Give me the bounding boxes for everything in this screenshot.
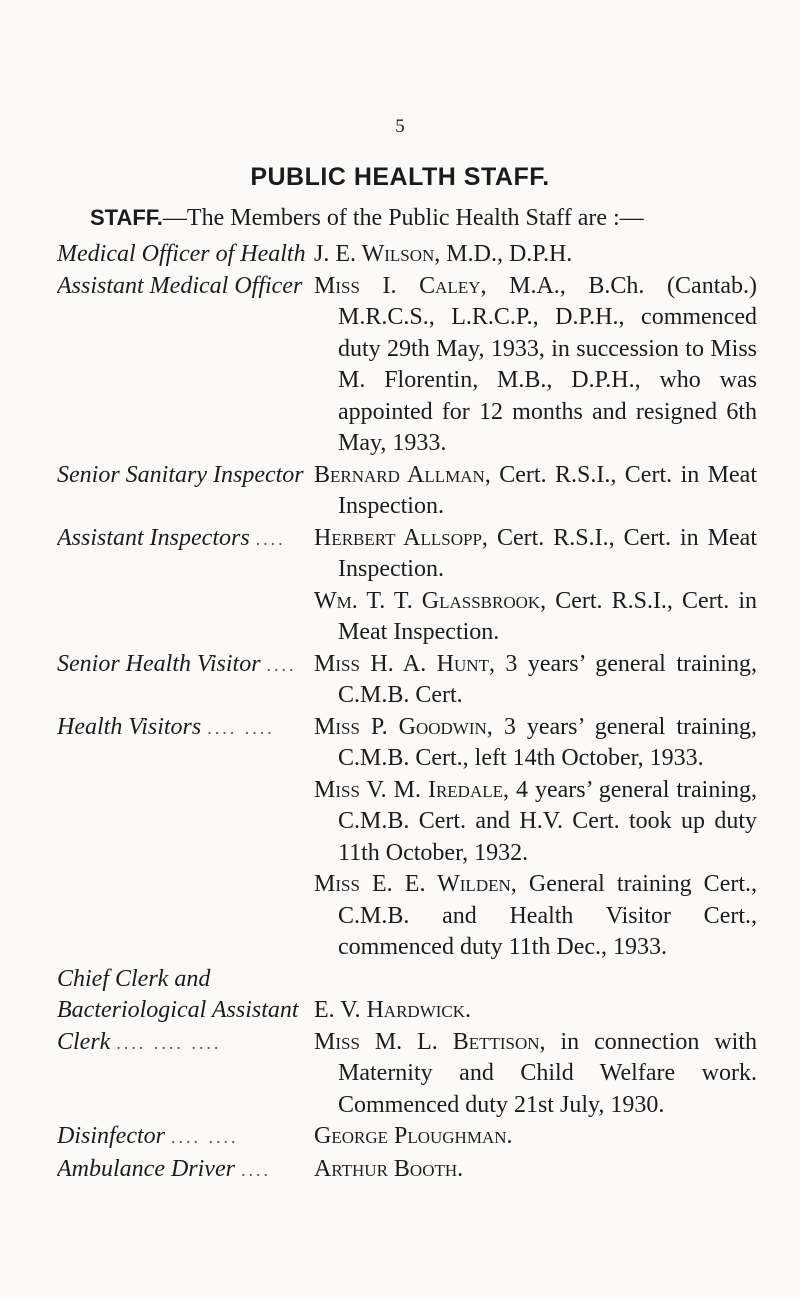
leader-dots: .... .... .... — [116, 1032, 222, 1053]
staff-qualifications: M.A., B.Ch. (Cantab.) M.R.C.S., L.R.C.P., D.P.H., commenced duty 29th May, 1933, in succession to Miss M. Florentin, M.B., D.P.H., who was appointed for 12 months and resigned 6th May, 1933. — [338, 272, 758, 456]
staff-name: E. V. Hardwick. — [314, 997, 472, 1023]
staff-name: George Ploughman. — [314, 1123, 513, 1149]
staff-qualifications: Cert. R.S.I., Cert. in Meat Inspection. — [338, 524, 757, 582]
staff-entry — [314, 1121, 757, 1153]
staff-role-line — [57, 1121, 314, 1154]
staff-entry — [314, 964, 757, 996]
staff-entry — [314, 523, 757, 586]
staff-details — [314, 523, 757, 649]
staff-role-line — [57, 1154, 314, 1187]
staff-role — [57, 1027, 314, 1060]
staff-details — [314, 1154, 757, 1186]
staff-qualifications: Cert. R.S.I., Cert. in Meat Inspection. — [338, 587, 757, 645]
staff-role-text: Ambulance Driver — [57, 1155, 235, 1182]
leader-dots: .... .... — [207, 717, 275, 738]
staff-role — [57, 523, 314, 556]
staff-entry — [314, 1027, 757, 1122]
staff-role — [57, 649, 314, 682]
staff-role — [57, 239, 314, 271]
staff-name: Miss P. Goodwin, — [314, 713, 493, 740]
staff-name: Bernard Allman, — [314, 461, 491, 488]
staff-details — [314, 239, 757, 271]
staff-row — [57, 1027, 757, 1122]
staff-role-line — [57, 964, 314, 996]
page-number: 5 — [395, 116, 405, 137]
staff-role-text: Clerk — [57, 1028, 111, 1055]
staff-role-text: Senior Sanitary Inspector — [57, 461, 304, 488]
staff-role-text: Senior Health Visitor — [57, 650, 261, 677]
leader-dots: .... — [266, 654, 297, 675]
staff-details — [314, 460, 757, 523]
staff-name: Miss M. L. Bettison, — [314, 1028, 546, 1055]
staff-row — [57, 239, 757, 271]
staff-entry — [314, 239, 757, 271]
staff-name: Wm. T. T. Glassbrook, — [314, 587, 547, 614]
staff-name: J. E. Wilson, — [314, 241, 441, 267]
intro-lead: STAFF. — [90, 205, 163, 230]
staff-role-text: Health Visitors — [57, 713, 202, 740]
staff-entry — [314, 869, 757, 964]
staff-entry — [314, 271, 757, 460]
staff-name: Miss E. E. Wilden, — [314, 871, 517, 897]
staff-role — [57, 271, 314, 303]
page-title: PUBLIC HEALTH STAFF. — [250, 163, 550, 191]
staff-role-line — [57, 239, 314, 271]
staff-entry — [314, 649, 757, 712]
staff-row — [57, 1121, 757, 1154]
staff-details — [314, 271, 757, 460]
staff-role-line — [57, 1027, 314, 1060]
staff-role-line — [57, 460, 314, 492]
staff-row — [57, 964, 757, 1027]
staff-entry — [314, 995, 757, 1027]
staff-qualifications: 4 years’ general training, C.M.B. Cert. and H.V. Cert. took up duty 11th October, 1932. — [338, 776, 757, 866]
staff-name: Miss I. Caley, — [314, 272, 487, 299]
intro-paragraph — [90, 205, 770, 232]
staff-role-text: Bacteriological Assistant — [57, 997, 299, 1023]
leader-dots: .... — [255, 528, 286, 549]
staff-entry — [314, 712, 757, 775]
staff-role — [57, 964, 314, 1027]
leader-dots: .... .... — [171, 1127, 239, 1147]
staff-name: Miss V. M. Iredale, — [314, 776, 509, 803]
staff-details — [314, 1027, 757, 1122]
staff-role-text: Medical Officer of Health — [57, 241, 306, 267]
staff-name: Arthur Booth. — [314, 1155, 464, 1182]
staff-entry — [314, 460, 757, 523]
staff-role-text: Disinfector — [57, 1123, 165, 1149]
staff-row — [57, 523, 757, 649]
staff-role-line — [57, 712, 314, 745]
staff-role-line — [57, 271, 314, 303]
staff-entry — [314, 775, 757, 870]
staff-qualifications: 3 years’ general training, C.M.B. Cert. — [338, 650, 757, 708]
staff-qualifications: in connection with Maternity and Child Welfare work. Commenced duty 21st July, 1930. — [338, 1028, 757, 1118]
staff-details — [314, 649, 757, 712]
staff-details — [314, 964, 757, 1027]
intro-text: —The Members of the Public Health Staff are :— — [162, 205, 644, 231]
staff-qualifications: 3 years’ general training, C.M.B. Cert., left 14th October, 1933. — [338, 713, 757, 771]
staff-role — [57, 1121, 314, 1154]
staff-role — [57, 712, 314, 745]
staff-role-text: Assistant Inspectors — [57, 524, 250, 551]
staff-row — [57, 712, 757, 964]
staff-entry — [314, 1154, 757, 1186]
staff-row — [57, 271, 757, 460]
staff-entry — [314, 586, 757, 649]
staff-qualifications: M.D., D.P.H. — [440, 241, 573, 267]
staff-name: Herbert Allsopp, — [314, 524, 488, 551]
staff-qualifications: General training Cert., C.M.B. and Health Visitor Cert., commenced duty 11th Dec., 1933. — [338, 871, 758, 960]
staff-details — [314, 712, 757, 964]
staff-roster — [57, 239, 757, 1186]
staff-name: Miss H. A. Hunt, — [314, 650, 495, 677]
staff-role-text: Chief Clerk and — [57, 965, 211, 992]
leader-dots: .... — [240, 1159, 271, 1180]
staff-role — [57, 460, 314, 492]
staff-role-line — [57, 649, 314, 682]
staff-role-text: Assistant Medical Officer — [57, 272, 303, 299]
staff-row — [57, 460, 757, 523]
staff-row — [57, 1154, 757, 1187]
staff-row — [57, 649, 757, 712]
staff-details — [314, 1121, 757, 1153]
staff-qualifications: Cert. R.S.I., Cert. in Meat Inspection. — [338, 461, 757, 519]
staff-role-line — [57, 523, 314, 556]
staff-role-line — [57, 995, 314, 1027]
staff-role — [57, 1154, 314, 1187]
